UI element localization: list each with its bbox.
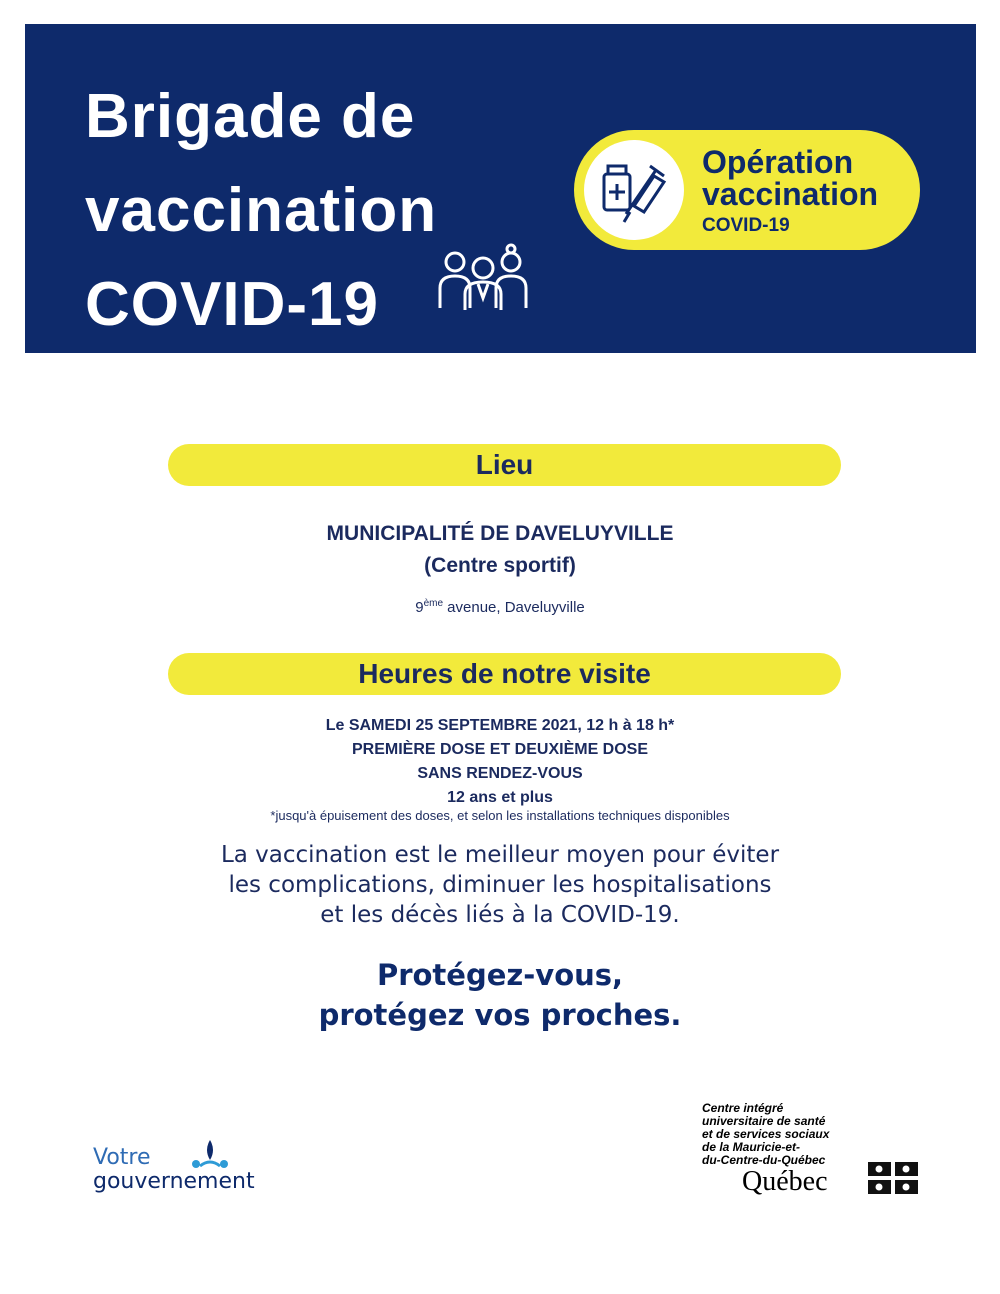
banner-title [85, 70, 437, 352]
slogan-line-1: Protégez-vous, [376, 958, 624, 992]
ciusss-line-5: du-Centre-du-Québec [702, 1153, 826, 1167]
hours-line-1: Le SAMEDI 25 SEPTEMBRE 2021, 12 h à 18 h* [325, 717, 675, 734]
banner-title-line-1: Brigade de [85, 82, 416, 151]
badge-line-1: Opération [702, 144, 854, 180]
operation-vaccination-badge [574, 130, 920, 250]
message-line-1: La vaccination est le meilleur moyen pour éviter [220, 842, 780, 868]
banner-title-line-3: COVID-19 [85, 270, 379, 339]
hours-line-2: PREMIÈRE DOSE ET DEUXIÈME DOSE [351, 741, 649, 758]
ciusss-line-3: et de services sociaux [702, 1127, 830, 1141]
fleur-de-lys-icon [190, 1138, 230, 1172]
badge-line-2: vaccination [702, 176, 879, 212]
location-name: MUNICIPALITÉ DE DAVELUYVILLE [326, 522, 674, 545]
hours-footnote: *jusqu'à épuisement des doses, et selon les installations techniques disponibles [270, 808, 730, 823]
hours-line-4: 12 ans et plus [447, 789, 553, 806]
medical-team-icon [435, 240, 531, 312]
hours-heading: Heures de notre visite [168, 653, 841, 695]
address-superscript: ème [423, 598, 444, 609]
gov-line-1: Votre [93, 1145, 151, 1170]
vaccine-icon-circle [584, 140, 684, 240]
ciusss-line-1: Centre intégré [702, 1101, 784, 1115]
vaccine-syringe-icon [594, 150, 674, 230]
quebec-flag-icon [868, 1162, 918, 1194]
ciusss-line-4: de la Mauricie-et- [702, 1140, 801, 1154]
lieu-heading: Lieu [168, 444, 841, 486]
badge-line-3: COVID-19 [702, 215, 790, 236]
hours-line-3: SANS RENDEZ-VOUS [417, 765, 583, 782]
votre-gouvernement-logo [93, 1146, 255, 1194]
address-number: 9 [415, 599, 424, 616]
slogan-line-2: protégez vos proches. [318, 998, 682, 1032]
gov-line-2: gouvernement [93, 1169, 255, 1194]
banner-title-line-2: vaccination [85, 176, 438, 245]
ciusss-line-2: universitaire de santé [702, 1114, 826, 1128]
header-banner [25, 24, 976, 353]
location-address [0, 593, 1000, 619]
message-line-3: et les décès liés à la COVID-19. [320, 902, 680, 928]
location-venue: (Centre sportif) [424, 554, 576, 577]
operation-vaccination-text [702, 146, 878, 240]
quebec-wordmark: Québec [742, 1166, 828, 1197]
message-line-2: les complications, diminuer les hospitalisations [228, 872, 772, 898]
address-street: avenue, Daveluyville [443, 599, 585, 616]
ciusss-label [702, 1102, 829, 1167]
